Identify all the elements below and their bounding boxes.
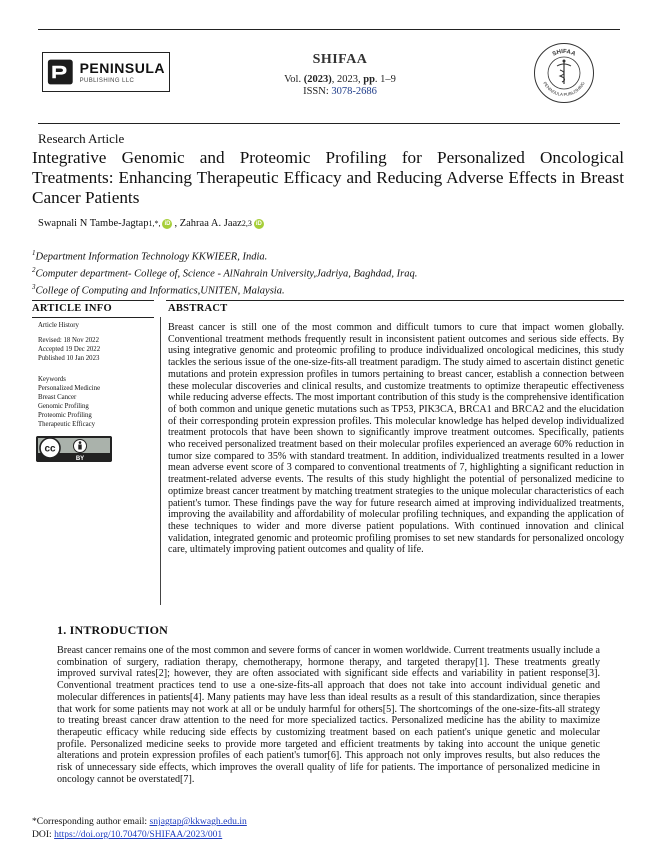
vol-mid: , 2023, [331, 74, 364, 85]
doi-link[interactable]: https://doi.org/10.70470/SHIFAA/2023/001 [54, 829, 223, 840]
keyword: Therapeutic Efficacy [38, 421, 96, 428]
affiliation [32, 281, 417, 298]
abstract-heading: ABSTRACT [168, 303, 228, 314]
accepted-date: Accepted 19 Dec 2022 [38, 346, 101, 353]
header-rule [38, 123, 620, 124]
info-rule [32, 300, 154, 301]
orcid-icon[interactable]: iD [255, 220, 262, 227]
affiliations [32, 247, 417, 298]
vol-prefix: Vol. [284, 74, 304, 85]
abstract-body: Breast cancer is still one of the most common and difficult tumors to cure that impact women globally. Conventional treatment methods frequently result in inconsistent patient outcomes and serious side effects. By using integrative genomic and proteomic profiling to produce individualized oncological medicines, this study tackles the serious issue of the one-size-fits-all treatment paradigm. The study aimed to ascertain distinct genetic mutations and protein expression profiles in tumors pertaining to breast cancer, establish a connection between these molecular discoveries and clinical results, and customize treatments to optimize therapeutic effectiveness while reducing adverse effects. The most important contribution of this study is the comprehensive identification of both common and unique genetic mutations such as TP53, PIK3CA, BRCA1 and BRCA2 and the elucidation of their corresponding protein expression profiles. This molecular knowledge has helped develop individualized treatment protocols that have been shown to significantly improve treatment outcomes. Specifically, patients who received personalized treatment based on their molecular profiles experienced an average 60% reduction in tumor size compared to 35% with standard treatment. In addition, individualized treatments resulted in a lower mean adverse event score of 3 compared to conventional treatments of 7, highlighting a significant reduction in treatment-related adverse events. The results of this study highlight the potential of personalized medicine to optimize breast cancer treatment by matching treatment strategies to the unique molecular characteristics of each patient's tumor. These findings pave the way for future research aimed at improving individualized treatments, improving the availability and affordability of molecular profiling techniques, and expanding the application of these techniques to wider and more diverse patient populations. With continued innovation and clinical validation, integrated genomic and proteomic profiling promises to set new standards for personalized oncology care, ultimately improving patient outcomes and quality of life. [168, 322, 624, 556]
by-text: BY [75, 456, 85, 462]
article-info-heading: ARTICLE INFO [32, 303, 112, 314]
affiliation-number: 2 [32, 266, 36, 274]
corresponding-email-link[interactable]: snjagtap@kkwagh.edu.in [149, 816, 247, 827]
author-2: , Zahraa A. Jaaz [174, 218, 242, 229]
history-label: Article History [38, 322, 79, 329]
column-divider [160, 317, 161, 605]
article-title: Integrative Genomic and Proteomic Profiling for Personalized Oncological Treatments: Enhancing Therapeutic Efficacy and Reducing Adverse Effects in Breast Cancer Patients [32, 148, 624, 207]
journal-seal-icon [533, 42, 595, 104]
corresponding-author [32, 816, 247, 827]
publisher-subtitle: PUBLISHING LLC [79, 77, 135, 84]
journal-header [240, 52, 440, 97]
affiliation-number: 1 [32, 249, 36, 257]
keyword: Genomic Profiling [38, 403, 89, 410]
author-2-affil: 2,3 [241, 219, 252, 228]
vol-year: (2023) [303, 74, 332, 85]
introduction-heading: 1. INTRODUCTION [57, 623, 169, 637]
author-1: Swapnali N Tambe-Jagtap [38, 218, 149, 229]
volume-line [240, 74, 440, 85]
article-info [38, 321, 154, 429]
keyword: Breast Cancer [38, 394, 77, 401]
seal-bottom-text: PENINSULA PUBLISHING [542, 80, 586, 98]
keywords-label: Keywords [38, 376, 66, 383]
corresponding-label: *Corresponding author email: [32, 816, 150, 827]
orcid-icon[interactable]: iD [164, 220, 171, 227]
affiliation [32, 264, 417, 281]
affiliation-text: Computer department- College of, Science - AlNahrain University,Jadriya, Baghdad, Iraq. [35, 268, 418, 280]
revised-date: Revised: 18 Nov 2022 [38, 337, 99, 344]
affiliation-number: 3 [32, 283, 36, 291]
issn-line [240, 86, 440, 97]
affiliation [32, 247, 417, 264]
info-rule-lower [32, 317, 154, 318]
doi-line [32, 829, 222, 840]
affiliation-text: College of Computing and Informatics,UNITEN, Malaysia. [35, 285, 285, 297]
issn-label: ISSN: [303, 86, 332, 97]
pp-value: . 1–9 [374, 74, 396, 85]
publisher-name: PENINSULA [79, 59, 165, 76]
author-1-affil: 1,*, [148, 219, 161, 228]
seal-top-text: SHIFAA [551, 48, 577, 58]
doi-label: DOI: [32, 829, 55, 840]
article-type: Research Article [38, 131, 125, 146]
cc-text: cc [44, 443, 56, 455]
introduction-body: Breast cancer remains one of the most common and severe forms of cancer in women worldwide. Current treatments usually include a combination of surgery, radiation therapy, chemotherapy, hormone therapy, and targeted therapy[1]. These treatments greatly improved survival rates[2]; however, they are often associated with significant side effects and variability in patient response[3]. Conventional treatment practices tend to use a one-size-fits-all approach that does not take into account individual genetic and molecular differences in patients[4]. Many patients may have less than ideal results as a result of this standardization, since therapies that work for some patients may not work at all or be unduly harmful for others[5]. The shortcomings of the one-size-fits-all strategy to treating breast cancer draw attention to the need for more specialized tactics. Personalized medicine has the ability to maximize therapeutic efficacy while reducing side effects by customizing treatment based on each patient's unique genetic and molecular profile. Personalized medicine seeks to provide more targeted and efficient treatments by taking into account the unique genetic alterations and protein expression profiles of each patient's tumor[6]. This approach not only improves results, but also reduces the risk of unnecessary side effects, which improves the overall quality of life for patients. The importance of personalized medicine in oncology cannot be overstated[7]. [57, 645, 600, 785]
affiliation-text: Department Information Technology KKWIEER, India. [35, 251, 268, 263]
published-date: Published 10 Jan 2023 [38, 355, 100, 362]
issn-value[interactable]: 3078-2686 [331, 86, 377, 97]
author-list [38, 218, 266, 229]
publisher-logo-icon [47, 57, 74, 87]
top-rule [38, 29, 620, 30]
abstract-rule [166, 300, 624, 301]
cc-by-license-icon[interactable] [36, 436, 112, 462]
pp-label: pp [363, 74, 375, 85]
keyword: Personalized Medicine [38, 385, 101, 392]
publisher-logo [42, 52, 170, 92]
journal-name: SHIFAA [312, 52, 368, 67]
keyword: Proteomic Profiling [38, 412, 92, 419]
